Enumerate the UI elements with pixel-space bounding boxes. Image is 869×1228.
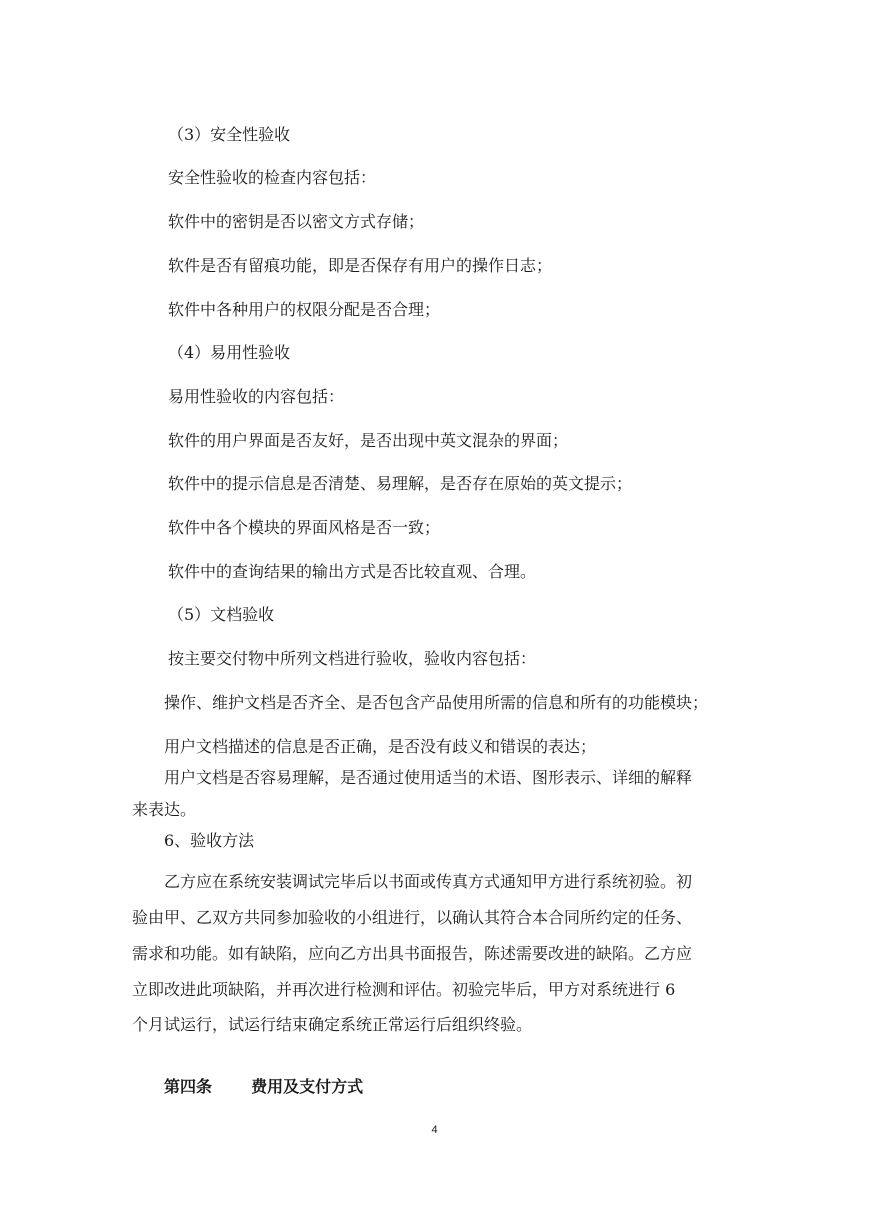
usability-heading: （4）易用性验收 <box>168 343 291 362</box>
documents-item: 用户文档是否容易理解，是否通过使用适当的术语、图形表示、详细的解释 <box>164 768 693 787</box>
usability-intro: 易用性验收的内容包括： <box>168 387 345 406</box>
page-number: 4 <box>431 1124 438 1136</box>
method-heading: 6、验收方法 <box>164 831 255 850</box>
documents-item: 操作、维护文档是否齐全、是否包含产品使用所需的信息和所有的功能模块； <box>164 693 709 712</box>
method-paragraph-line: 验由甲、乙双方共同参加验收的小组进行，以确认其符合本合同所约定的任务、 <box>132 908 693 927</box>
article-title: 费用及支付方式 <box>251 1077 364 1096</box>
article-heading <box>164 1074 363 1097</box>
usability-item: 软件的用户界面是否友好，是否出现中英文混杂的界面； <box>168 431 569 450</box>
usability-item: 软件中的提示信息是否清楚、易理解，是否存在原始的英文提示； <box>168 474 633 493</box>
documents-intro: 按主要交付物中所列文档进行验收，验收内容包括： <box>168 649 537 668</box>
method-paragraph-line: 需求和功能。如有缺陷，应向乙方出具书面报告，陈述需要改进的缺陷。乙方应 <box>132 944 693 963</box>
method-paragraph-line: 个月试运行，试运行结束确定系统正常运行后组织终验。 <box>132 1015 533 1034</box>
security-heading: （3）安全性验收 <box>168 125 291 144</box>
documents-heading: （5）文档验收 <box>168 605 275 624</box>
security-item: 软件中各种用户的权限分配是否合理； <box>168 300 441 319</box>
security-item: 软件是否有留痕功能，即是否保存有用户的操作日志； <box>168 256 553 275</box>
security-intro: 安全性验收的检查内容包括： <box>168 168 377 187</box>
method-paragraph-line: 立即改进此项缺陷，并再次进行检测和评估。初验完毕后，甲方对系统进行 6 <box>132 980 676 999</box>
documents-item: 用户文档描述的信息是否正确，是否没有歧义和错误的表达； <box>164 737 597 756</box>
documents-continuation: 来表达。 <box>132 800 197 819</box>
usability-item: 软件中各个模块的界面风格是否一致； <box>168 518 441 537</box>
usability-item: 软件中的查询结果的输出方式是否比较直观、合理。 <box>168 562 537 581</box>
article-number: 第四条 <box>164 1077 213 1096</box>
security-item: 软件中的密钥是否以密文方式存储； <box>168 212 425 231</box>
method-paragraph-line: 乙方应在系统安装调试完毕后以书面或传真方式通知甲方进行系统初验。初 <box>164 872 693 891</box>
